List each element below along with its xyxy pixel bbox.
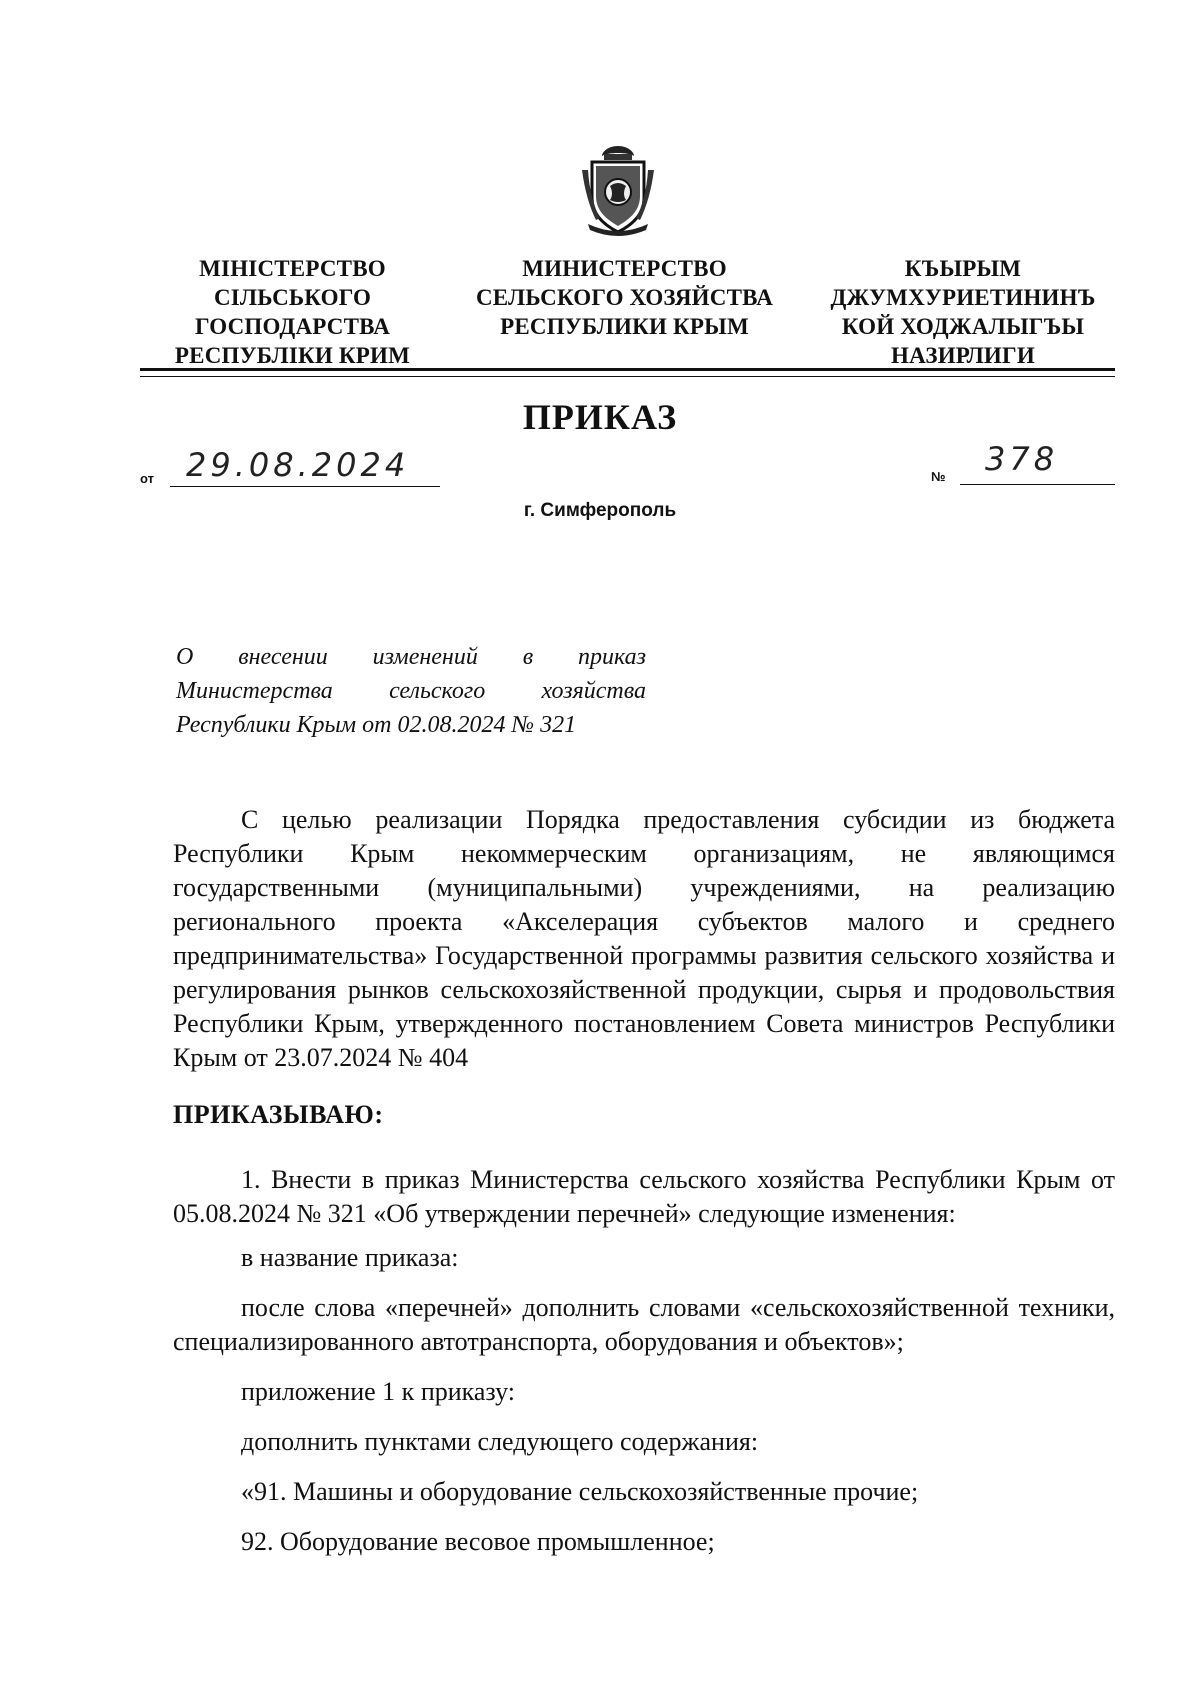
handwritten-date: 29.08.2024 — [186, 446, 410, 484]
number-underline — [960, 484, 1115, 485]
ministry-name-russian: МИНИСТЕРСТВО СЕЛЬСКОГО ХОЗЯЙСТВА РЕСПУБЛИКИ КРЫМ — [475, 256, 774, 339]
document-subject — [176, 640, 646, 742]
date-label: от — [140, 471, 154, 486]
document-title: ПРИКАЗ — [522, 397, 678, 437]
city: г. Симферополь — [523, 500, 677, 521]
subject-line: Министерства сельского хозяйства — [176, 678, 646, 704]
body-line: в название приказа: — [241, 1243, 459, 1272]
item-1-paragraph: 1. Внести в приказ Министерства сельского хозяйства Республики Крым от 05.08.2024 № 321 «Об утверждении перечней» следующие изменения: — [173, 1165, 1115, 1228]
subject-line: Республики Крым от 02.08.2024 № 321 — [176, 712, 577, 738]
handwritten-number: 378 — [985, 440, 1059, 478]
number-label: № — [931, 469, 946, 484]
subject-line: О внесении изменений в приказ — [176, 644, 646, 670]
body-line: 92. Оборудование весовое промышленное; — [241, 1527, 715, 1556]
ministry-name-crimean-tatar: КЪЫРЫМ ДЖУМХУРИЕТИНИНЪ КОЙ ХОДЖАЛЫГЪЫ НАЗИРЛИГИ — [830, 256, 1096, 368]
header-divider — [140, 368, 1115, 377]
body-line: после слова «перечней» дополнить словами «сельскохозяйственной техники, специализированного автотранспорта, оборудования и объектов»; — [173, 1293, 1115, 1356]
orders-heading: ПРИКАЗЫВАЮ: — [173, 1100, 384, 1129]
ministry-name-ukrainian: МІНІСТЕРСТВО СІЛЬСЬКОГО ГОСПОДАРСТВА РЕСПУБЛІКИ КРИМ — [174, 256, 411, 368]
body-line: дополнить пунктами следующего содержания: — [241, 1427, 759, 1456]
body-line: «91. Машины и оборудование сельскохозяйственные прочие; — [241, 1477, 919, 1506]
crimea-coat-of-arms-emblem — [578, 140, 658, 238]
preamble-paragraph: С целью реализации Порядка предоставления субсидии из бюджета Республики Крым некоммерческим организациям, не являющимся государственными (муниципальными) учреждениями, на реализацию регионального проекта «Акселерация субъектов малого и среднего предпринимательства» Государственной программы развития сельского хозяйства и регулирования рынков сельскохозяйственной продукции, сырья и продовольствия Республики Крым, утвержденного постановлением Совета министров Республики Крым от 23.07.2024 № 404 — [173, 805, 1115, 1072]
date-underline — [170, 486, 440, 487]
body-line: приложение 1 к приказу: — [241, 1377, 516, 1406]
